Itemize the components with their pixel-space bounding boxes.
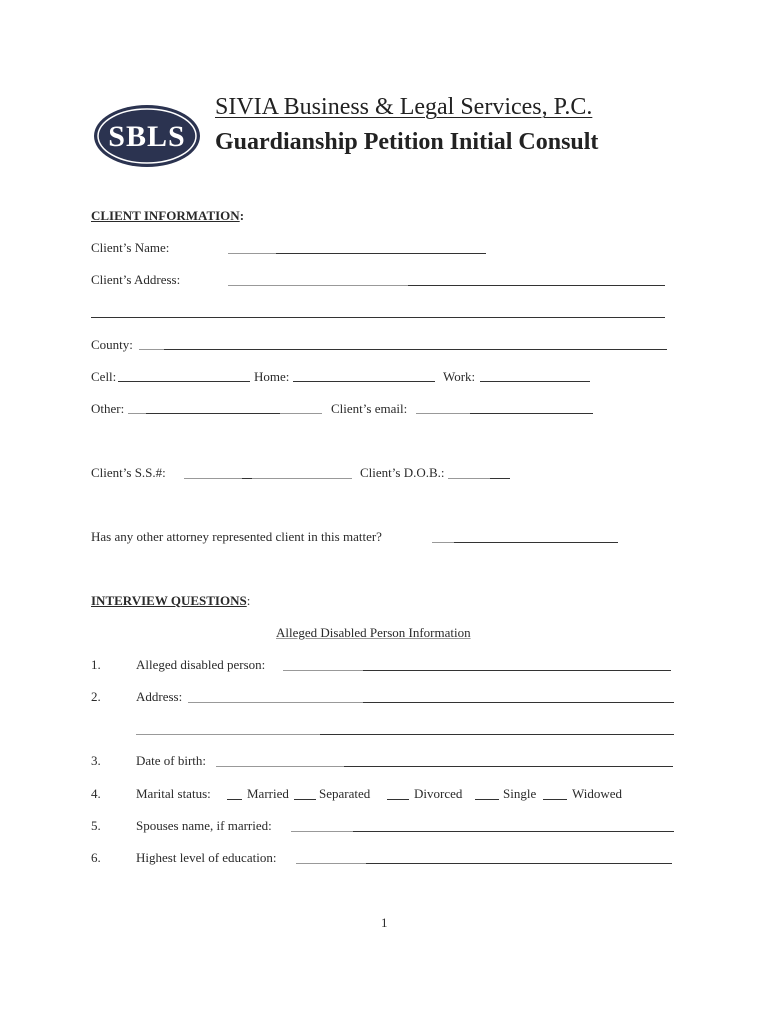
education-field[interactable] bbox=[366, 863, 672, 864]
county-label: County: bbox=[91, 337, 133, 352]
client-address-label: Client’s Address: bbox=[91, 272, 181, 287]
dob-field[interactable] bbox=[490, 478, 510, 479]
question-label: Marital status: bbox=[136, 786, 211, 801]
option-single: Single bbox=[503, 786, 537, 801]
firm-name: SIVIA Business & Legal Services, P.C. bbox=[215, 94, 593, 120]
other-label: Other: bbox=[91, 401, 125, 416]
sbls-logo bbox=[93, 104, 201, 168]
question-label: Highest level of education: bbox=[136, 850, 277, 865]
question-number: 4. bbox=[91, 786, 101, 801]
work-label: Work: bbox=[443, 369, 476, 384]
question-number: 1. bbox=[91, 657, 101, 672]
page-number: 1 bbox=[381, 915, 388, 930]
option-married: Married bbox=[247, 786, 289, 801]
question-label: Date of birth: bbox=[136, 753, 207, 768]
question-number: 3. bbox=[91, 753, 101, 768]
question-number: 5. bbox=[91, 818, 101, 833]
client-info-heading: CLIENT INFORMATION: bbox=[91, 208, 245, 223]
ssn-label: Client’s S.S.#: bbox=[91, 465, 166, 480]
cell-label: Cell: bbox=[91, 369, 117, 384]
option-widowed: Widowed bbox=[572, 786, 623, 801]
client-email-label: Client’s email: bbox=[331, 401, 408, 416]
adp-dob-field[interactable] bbox=[344, 766, 673, 767]
document-title: Guardianship Petition Initial Consult bbox=[215, 129, 599, 155]
question-number: 6. bbox=[91, 850, 101, 865]
adp-address-field[interactable] bbox=[363, 702, 674, 703]
separated-checkbox[interactable] bbox=[294, 799, 316, 800]
widowed-checkbox[interactable] bbox=[543, 799, 567, 800]
alleged-disabled-person-field[interactable] bbox=[363, 670, 671, 671]
home-field[interactable] bbox=[293, 381, 435, 382]
other-attorney-question: Has any other attorney represented client in this matter? bbox=[91, 529, 382, 544]
question-label: Alleged disabled person: bbox=[136, 657, 266, 672]
ssn-field[interactable] bbox=[252, 478, 352, 479]
other-attorney-field[interactable] bbox=[454, 542, 618, 543]
question-number: 2. bbox=[91, 689, 101, 704]
home-label: Home: bbox=[254, 369, 290, 384]
option-divorced: Divorced bbox=[414, 786, 463, 801]
client-name-label: Client’s Name: bbox=[91, 240, 170, 255]
client-address-field[interactable] bbox=[408, 285, 665, 286]
county-field[interactable] bbox=[164, 349, 667, 350]
interview-heading: INTERVIEW QUESTIONS: bbox=[91, 593, 251, 608]
work-field[interactable] bbox=[480, 381, 590, 382]
question-label: Address: bbox=[136, 689, 183, 704]
spouse-name-field[interactable] bbox=[353, 831, 674, 832]
client-name-field[interactable] bbox=[276, 253, 486, 254]
divorced-checkbox[interactable] bbox=[387, 799, 409, 800]
client-email-field[interactable] bbox=[470, 413, 593, 414]
adp-address-line-2[interactable] bbox=[320, 734, 674, 735]
cell-field[interactable] bbox=[118, 381, 250, 382]
dob-label: Client’s D.O.B.: bbox=[360, 465, 445, 480]
married-checkbox[interactable] bbox=[227, 799, 242, 800]
option-separated: Separated bbox=[319, 786, 371, 801]
logo-text: SBLS bbox=[108, 120, 186, 153]
question-label: Spouses name, if married: bbox=[136, 818, 272, 833]
client-address-line-2[interactable] bbox=[91, 317, 665, 318]
interview-subheading: Alleged Disabled Person Information bbox=[276, 625, 471, 640]
single-checkbox[interactable] bbox=[475, 799, 499, 800]
other-field[interactable] bbox=[146, 413, 280, 414]
